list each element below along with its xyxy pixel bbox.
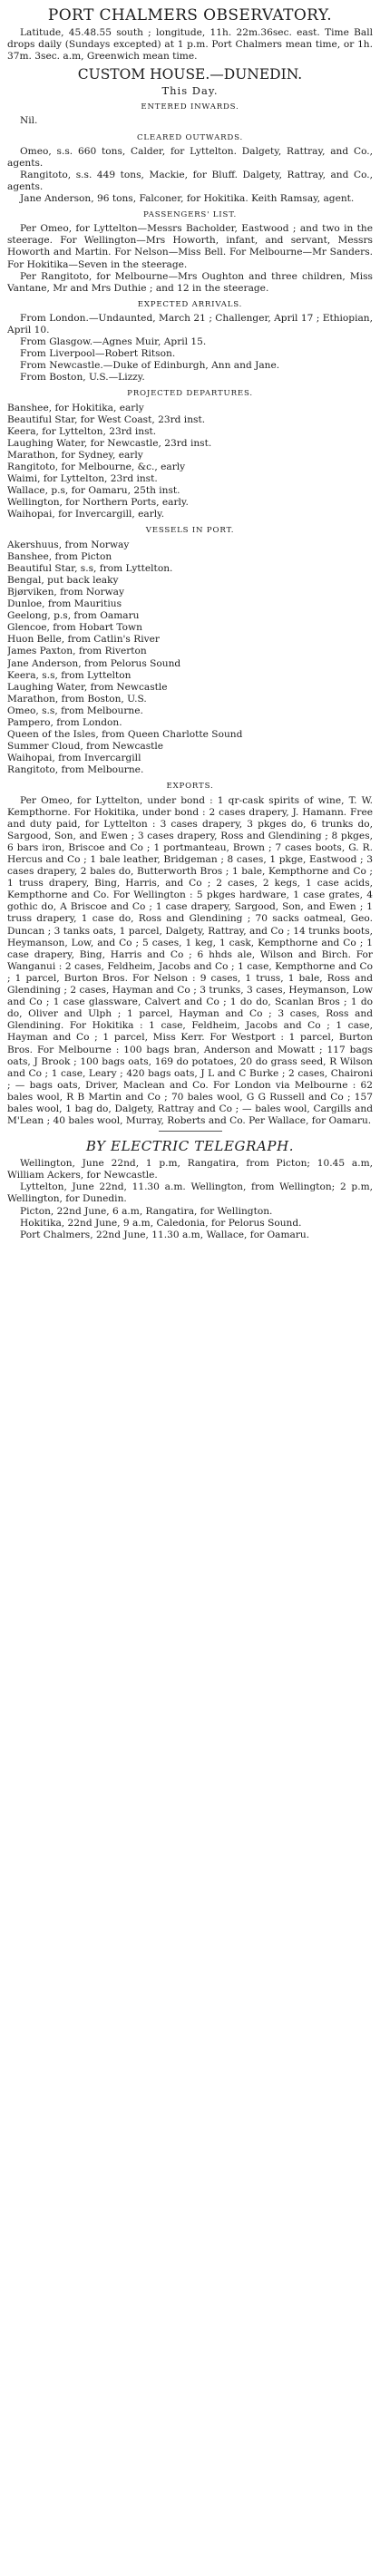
observatory-line: Latitude, 45.48.55 south ; longitude, 11h. xyxy=(20,27,232,38)
entered-inwards-body: Nil. xyxy=(20,115,38,127)
vessel-entry: Jane Anderson, from Pelorus Sound xyxy=(7,657,181,669)
departure-entry: Wellington, for Northern Ports, early. xyxy=(7,497,189,509)
vessel-entry: Rangitoto, from Melbourne. xyxy=(7,764,144,776)
vessel-entry: Bjørviken, from Norway xyxy=(7,586,124,598)
departure-entry: Keera, for Lyttelton, 23rd inst. xyxy=(7,425,157,437)
cleared-entry: Rangitoto, s.s. 449 tons, Mackie, for Bluff. Dalgety, Rattray, and Co., agents. xyxy=(7,169,373,192)
vessel-entry: Huon Belle, from Catlin's River xyxy=(7,634,160,646)
vessel-entry: Keera, s.s, from Lyttelton xyxy=(7,669,132,681)
vessel-entry: Pampero, from London. xyxy=(7,716,122,728)
departure-entry: Rangitoto, for Melbourne, &c., early xyxy=(7,462,186,472)
departure-entry: Waihopai, for Invercargill, early. xyxy=(7,509,165,520)
observatory-line: Time Ball drops daily (Sundays excepted) at xyxy=(7,27,373,51)
passenger-entry: Per Rangitoto, for Melbourne—Mrs Oughton and three children, Miss Vantane, Mr and Mrs Duthie ; and 12 in the steerage. xyxy=(7,270,373,294)
vessel-entry: James Paxton, from Riverton xyxy=(7,646,147,657)
departure-entry: Waimi, for Lyttelton, 23rd inst. xyxy=(7,473,158,485)
telegraph-entry: Port Chalmers, 22nd June, 11.30 a.m, Wallace, for Oamaru. xyxy=(20,1229,310,1240)
exports-body: Per Omeo, for Lyttelton, under bond : 1 qr-cask spirits of wine, T. W. Kempthorne. For Hokitika, under bond : 2 cases drapery, J. Hamann. Free and duty paid, for Lyttelton : 3 cases drapery, 3 pkges do, 6 trunks do, Sargood, Son, and Ewen ; 3 cases drapery, Ross and Glendining ; 8 pkges, 6 bars iron, Briscoe and Co ; 1 portmanteau, Brown ; 7 cases boots, G. R. Hercus and Co ; 1 bale leather, Bridgeman ; 8 cases, 1 pkge, Eastwood ; 3 cases drapery, 2 bales do, Butterworth Bros ; 1 bale, Kempthorne and Co ; 1 truss drapery, Bing, Harris, and Co ; 2 cases, 2 kegs, 1 case acids, Kempthorne and Co. For Wellington : 5 pkges hardware, 1 case grates, 4 gothic do, A Briscoe and Co ; 1 case drapery, Sargood, Son, and Ewen ; 1 truss drapery, 1 case do, Ross and Glendining ; 70 sacks oatmeal, Geo. Duncan ; 3 tanks oats, 1 parcel, Dalgety, Rattray, and Co ; 14 trunks boots, Heymanson, Low, and Co ; 5 cases, 1 keg, 1 cask, Kempthorne and Co ; 1 case drapery, Bing, Harris and Co ; 6 hhds ale, Wilson and Birch. For Wanganui : 2 cases, Feldheim, Jacobs and Co ; 1 case, Kempthorne and Co ; 1 parcel, Burton Bros. For Nelson : 9 cases, 1 truss, 1 bale, Ross and Glendining ; 2 cases, Hayman and Co ; 3 trunks, 3 cases, Heymanson, Low and Co ; 1 case glassware, Calvert and Co ; 1 do do, Scanlan Bros ; 1 do do, Oliver and Ulph ; 1 parcel, Hayman and Co ; 3 cases, Ross and Glendining. For Hokitika : 1 case, Feldheim, Jacobs and Co ; 1 case, Hayman and Co ; 1 parcel, Miss Kerr. For Westport : 1 parcel, Burton Bros. For Melbourne : 100 bags bran, Anderson and Mowatt ; 117 bags oats, J Brook ; 100 bags oats, 169 do potatoes, 20 do grass seed, R Wilson and Co ; 1 case, Leary ; 420 bags oats, J L and C Burke ; 2 cases, Chaironi ; — bags oats, Driver, Maclean and Co. For London via Melbourne : 62 bales wool, R B Martin and Co ; 70 bales wool, G G Russell and Co ; 157 bales wool, 1 bag do, Dalgety, Rattray and Co ; — bales wool, Cargills and M'Lean ; 40 bales wool, Murray, Roberts and Co. Per Wallace, for Oamaru. xyxy=(7,794,373,1127)
vessel-entry: Beautiful Star, s.s, from Lyttelton. xyxy=(7,562,173,574)
vessel-entry: Glencoe, from Hobart Town xyxy=(7,622,142,634)
masthead-title: PORT CHALMERS OBSERVATORY. xyxy=(47,6,333,24)
telegraph-entry: Picton, 22nd June, 6 a.m, Rangatira, for Wellington. xyxy=(20,1205,273,1217)
telegraph-heading: BY ELECTRIC TELEGRAPH. xyxy=(85,1138,295,1155)
departure-entry: Marathon, for Sydney, early xyxy=(7,449,143,461)
telegraph-entry: Lyttelton, June 22nd, 11.30 a.m. Wellington, from Wellington; 2 p.m, Wellington, for Dunedin. xyxy=(7,1181,373,1205)
departure-entry: Beautiful Star, for West Coast, 23rd inst. xyxy=(7,413,206,425)
observatory-line: 1 p.m. Port Chalmers mean time, or 1h. 37m. xyxy=(7,39,373,63)
vessel-entry: Akershuus, from Norway xyxy=(7,539,130,550)
vessel-entry: Laughing Water, from Newcastle xyxy=(7,681,168,693)
cleared-entry: Jane Anderson, 96 tons, Falconer, for Hokitika. Keith Ramsay, agent. xyxy=(20,193,355,205)
vessel-entry: Geelong, p.s, from Oamaru xyxy=(7,610,140,622)
expected-arrivals-heading: EXPECTED ARRIVALS. xyxy=(137,299,243,309)
exports-heading: EXPORTS. xyxy=(166,782,214,792)
telegraph-entry: Hokitika, 22nd June, 9 a.m, Caledonia, for Pelorus Sound. xyxy=(20,1217,302,1229)
cleared-outwards-heading: CLEARED OUTWARDS. xyxy=(136,132,244,142)
cleared-entry: Omeo, s.s. 660 tons, Calder, for Lyttelton. Dalgety, Rattray, and Co., agents. xyxy=(7,145,373,169)
passenger-entry: Per Omeo, for Lyttelton—Messrs Bacholder, Eastwood ; and two in the steerage. For Wellington—Mrs Howorth, infant, and servant, Messrs Howorth and Martin. For Nelson—Miss Bell. For Melbourne—Mr Sanders. For Hokitika—Seven in the steerage. xyxy=(7,223,373,270)
section-divider xyxy=(159,1131,222,1132)
vessel-entry: Waihopai, from Invercargill xyxy=(7,753,141,764)
projected-departures-heading: PROJECTED DEPARTURES. xyxy=(127,389,253,399)
observatory-line: 3sec. a.m, Greenwich mean time. xyxy=(34,51,198,63)
arrival-entry: From Glasgow.—Agnes Muir, April 15. xyxy=(20,336,207,348)
departure-entry: Laughing Water, for Newcastle, 23rd inst. xyxy=(7,437,212,449)
vessel-entry: Summer Cloud, from Newcastle xyxy=(7,741,164,753)
custom-house-heading: CUSTOM HOUSE.—DUNEDIN. xyxy=(77,66,303,83)
vessel-entry: Banshee, from Picton xyxy=(7,550,112,562)
arrival-entry: From Newcastle.—Duke of Edinburgh, Ann and Jane. xyxy=(20,360,280,372)
observatory-text xyxy=(7,27,373,63)
observatory-line: 22m.36sec. east. xyxy=(236,27,320,38)
vessels-in-port-heading: VESSELS IN PORT. xyxy=(145,526,235,536)
this-day-subheading: This Day. xyxy=(161,84,219,98)
departure-entry: Wallace, p.s, for Oamaru, 25th inst. xyxy=(7,485,180,497)
vessel-entry: Dunloe, from Mauritius xyxy=(7,598,122,610)
telegraph-entry: Wellington, June 22nd, 1 p.m, Rangatira, from Picton; 10.45 a.m, William Ackers, for Newcastle. xyxy=(7,1158,373,1181)
arrival-entry: From Liverpool—Robert Ritson. xyxy=(20,348,176,360)
newspaper-column xyxy=(7,4,373,2569)
arrival-entry: From London.—Undaunted, March 21 ; Challenger, April 17 ; Ethiopian, April 10. xyxy=(7,312,373,335)
vessel-entry: Omeo, s.s, from Melbourne. xyxy=(7,705,143,716)
vessel-entry: Marathon, from Boston, U.S. xyxy=(7,693,147,705)
vessel-entry: Queen of the Isles, from Queen Charlotte Sound xyxy=(7,729,243,741)
arrival-entry: From Boston, U.S.—Lizzy. xyxy=(20,372,145,384)
vessel-entry: Bengal, put back leaky xyxy=(7,574,119,586)
departure-entry: Banshee, for Hokitika, early xyxy=(7,402,144,413)
passengers-heading: PASSENGERS' LIST. xyxy=(143,210,237,220)
entered-inwards-heading: ENTERED INWARDS. xyxy=(141,102,239,112)
